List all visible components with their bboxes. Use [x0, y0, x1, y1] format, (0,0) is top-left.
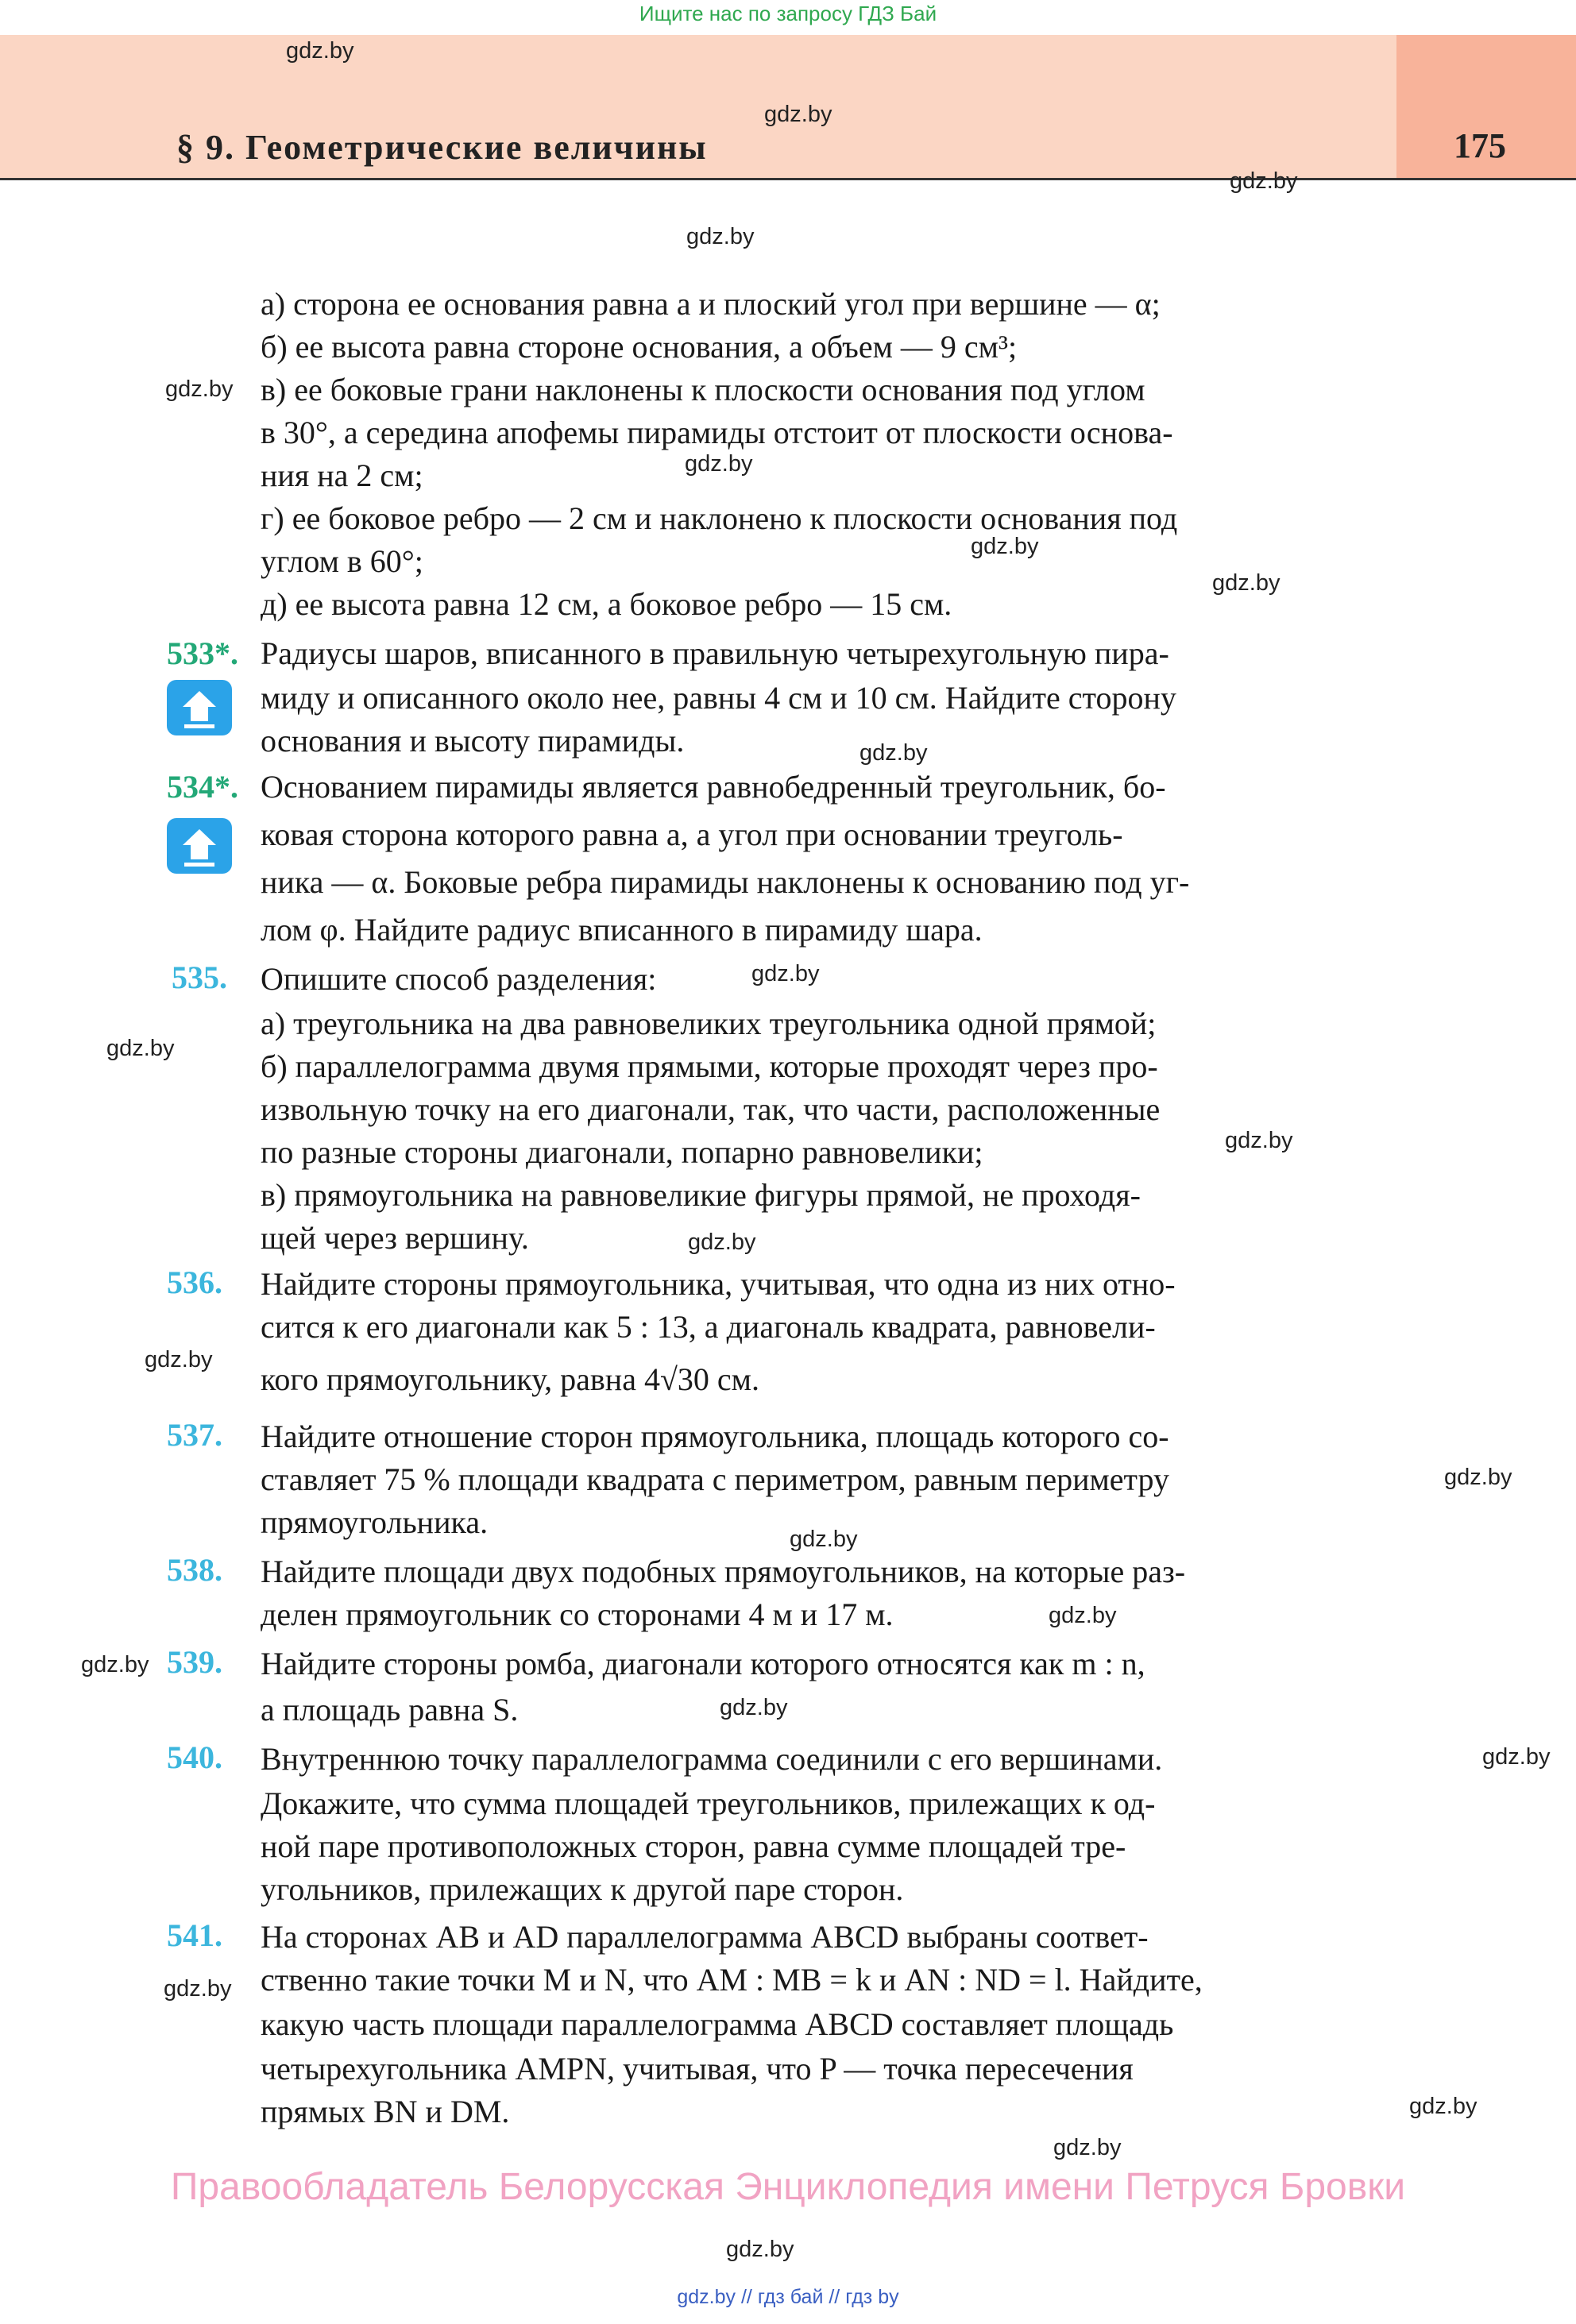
text-line: делен прямоугольник со сторонами 4 м и 17 м.: [261, 1596, 894, 1632]
watermark: gdz.by: [1212, 570, 1280, 596]
problem-number: 535.: [172, 959, 227, 995]
text-line: основания и высоту пирамиды.: [261, 723, 685, 759]
text-line: углом в 60°;: [261, 543, 423, 579]
level-up-icon: [167, 680, 232, 735]
text-line: какую часть площади параллелограмма ABCD составляет площадь: [261, 2006, 1174, 2042]
watermark: gdz.by: [1225, 1128, 1293, 1153]
watermark: gdz.by: [1409, 2094, 1478, 2119]
text-line: в 30°, а середина апофемы пирамиды отстоит от плоскости основа-: [261, 415, 1173, 450]
text-line: Радиусы шаров, вписанного в правильную четырехугольную пира-: [261, 635, 1169, 671]
problem-number: 538.: [167, 1552, 222, 1588]
text-line: ставляет 75 % площади квадрата с периметром, равным периметру: [261, 1461, 1169, 1497]
text-line: щей через вершину.: [261, 1220, 529, 1256]
text-line: прямоугольника.: [261, 1504, 489, 1540]
problem-number: 536.: [167, 1264, 222, 1300]
watermark: gdz.by: [764, 102, 832, 127]
search-hint: Ищите нас по запросу ГДЗ Бай: [639, 2, 937, 25]
watermark: gdz.by: [686, 224, 755, 249]
text-line: в) ее боковые грани наклонены к плоскости основания под углом: [261, 372, 1145, 407]
text-line: ной паре противоположных сторон, равна сумме площадей тре-: [261, 1828, 1126, 1864]
watermark: gdz.by: [1230, 168, 1298, 194]
text-line: четырехугольника AMPN, учитывая, что P — точка пересечения: [261, 2051, 1134, 2087]
text-line: б) параллелограмма двумя прямыми, которые проходят через про-: [261, 1048, 1158, 1084]
watermark: gdz.by: [106, 1036, 175, 1061]
text-line: в) прямоугольника на равновеликие фигуры прямой, не проходя-: [261, 1177, 1141, 1213]
watermark: gdz.by: [726, 2237, 794, 2262]
text-line: Опишите способ разделения:: [261, 961, 657, 997]
text-line: Найдите стороны прямоугольника, учитывая, что одна из них отно-: [261, 1266, 1176, 1302]
watermark: gdz.by: [1482, 1744, 1551, 1770]
text-line: Найдите отношение сторон прямоугольника, площадь которого со-: [261, 1419, 1169, 1454]
text-line: сится к его диагонали как 5 : 13, а диагональ квадрата, равновели-: [261, 1309, 1156, 1345]
watermark: gdz.by: [790, 1527, 858, 1552]
text-line: Найдите стороны ромба, диагонали которого относятся как m : n,: [261, 1646, 1145, 1681]
text-line: лом φ. Найдите радиус вписанного в пирамиду шара.: [261, 912, 983, 948]
watermark: gdz.by: [720, 1695, 788, 1720]
watermark: gdz.by: [685, 451, 753, 477]
watermark: gdz.by: [145, 1347, 213, 1372]
text-line: ковая сторона которого равна a, а угол при основании треуголь-: [261, 816, 1123, 852]
watermark: gdz.by: [1049, 1603, 1117, 1628]
watermark: gdz.by: [688, 1230, 756, 1255]
problem-number: 533*.: [167, 635, 238, 671]
text-line: ственно такие точки M и N, что AM : MB = k и AN : ND = l. Найдите,: [261, 1962, 1203, 1998]
text-line: а) треугольника на два равновеликих треугольника одной прямой;: [261, 1006, 1157, 1041]
watermark: gdz.by: [286, 38, 354, 64]
text-line: кого прямоугольнику, равна 4√30 см.: [261, 1361, 759, 1397]
text-line: Докажите, что сумма площадей треугольников, прилежащих к од-: [261, 1785, 1156, 1821]
page-number: 175: [1454, 126, 1506, 165]
watermark: gdz.by: [81, 1652, 149, 1677]
watermark: gdz.by: [1053, 2135, 1122, 2160]
watermark: gdz.by: [165, 376, 234, 402]
text-line: а) сторона ее основания равна a и плоский угол при вершине — α;: [261, 286, 1161, 322]
problem-number: 534*.: [167, 769, 238, 805]
watermark: gdz.by: [971, 534, 1039, 559]
watermark: gdz.by: [1444, 1465, 1512, 1490]
text-line: миду и описанного около нее, равны 4 см и 10 см. Найдите сторону: [261, 680, 1176, 716]
text-line: г) ее боковое ребро — 2 см и наклонено к плоскости основания под: [261, 500, 1178, 536]
text-line: угольников, прилежащих к другой паре сторон.: [261, 1871, 904, 1907]
watermark: gdz.by: [859, 740, 928, 766]
problem-number: 539.: [167, 1644, 222, 1680]
watermark: gdz.by: [751, 961, 820, 986]
copyright-notice: Правообладатель Белорусская Энциклопедия имени Петруся Бровки: [170, 2166, 1406, 2208]
text-line: б) ее высота равна стороне основания, а объем — 9 см³;: [261, 329, 1018, 365]
text-line: д) ее высота равна 12 см, а боковое ребро — 15 см.: [261, 586, 952, 622]
text-line: а площадь равна S.: [261, 1692, 519, 1728]
section-title: § 9. Геометрические величины: [176, 128, 708, 167]
text-line: извольную точку на его диагонали, так, что части, расположенные: [261, 1091, 1161, 1127]
problem-number: 537.: [167, 1417, 222, 1453]
text-line: по разные стороны диагонали, попарно равновелики;: [261, 1134, 983, 1170]
bottom-links[interactable]: gdz.by // гдз бай // гдз by: [677, 2286, 899, 2308]
text-line: ника — α. Боковые ребра пирамиды наклонены к основанию под уг-: [261, 864, 1190, 900]
header-divider: [0, 178, 1576, 180]
watermark: gdz.by: [164, 1976, 232, 2002]
text-line: прямых BN и DM.: [261, 2094, 510, 2129]
text-line: Найдите площади двух подобных прямоугольников, на которые раз-: [261, 1554, 1186, 1589]
text-line: На сторонах AB и AD параллелограмма ABCD выбраны соответ-: [261, 1919, 1149, 1955]
text-line: Внутреннюю точку параллелограмма соединили с его вершинами.: [261, 1741, 1163, 1777]
level-up-icon: [167, 818, 232, 874]
problem-number: 541.: [167, 1917, 222, 1953]
text-line: ния на 2 см;: [261, 457, 423, 493]
text-line: Основанием пирамиды является равнобедренный треугольник, бо-: [261, 769, 1166, 805]
problem-number: 540.: [167, 1739, 222, 1775]
